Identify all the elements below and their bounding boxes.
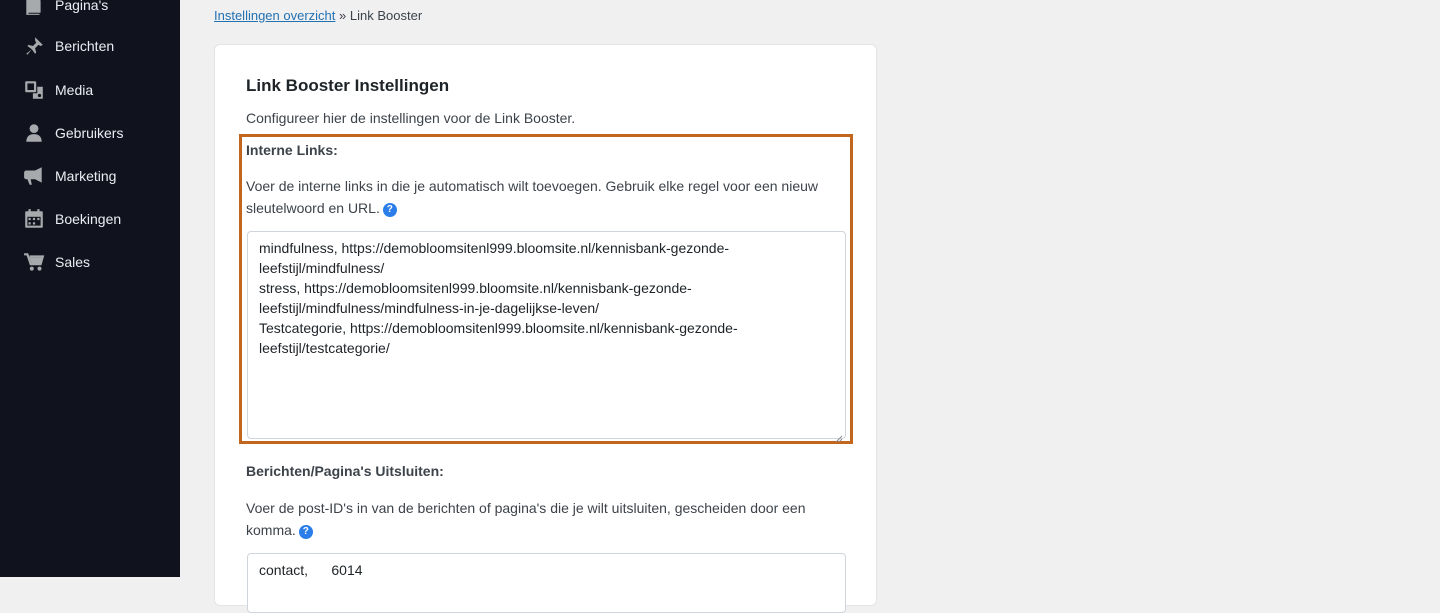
sidebar-item-boekingen[interactable] — [0, 199, 180, 239]
sidebar-item-gebruikers[interactable] — [0, 113, 180, 153]
page-description: Configureer hier de instellingen voor de Link Booster. — [246, 110, 576, 126]
internal-links-textarea[interactable] — [247, 231, 846, 439]
exclude-help-text: Voer de post-ID's in van de berichten of pagina's die je wilt uitsluiten, gescheiden door een komma. — [246, 500, 806, 538]
sidebar-item-label: Pagina's — [55, 0, 109, 13]
textarea-line: leefstijl/mindfulness/mindfulness-in-je-dagelijkse-leven/ — [259, 300, 600, 316]
exclude-label: Berichten/Pagina's Uitsluiten: — [246, 463, 444, 479]
user-icon — [23, 122, 45, 144]
help-icon[interactable]: ? — [383, 203, 397, 217]
sidebar-item-label: Gebruikers — [55, 125, 124, 141]
textarea-line: stress, https://demobloomsitenl999.bloomsite.nl/kennisbank-gezonde- — [259, 280, 692, 296]
sidebar-item-sales[interactable] — [0, 242, 180, 282]
internal-links-help-text: Voer de interne links in die je automatisch wilt toevoegen. Gebruik elke regel voor een nieuw sleutelwoord en URL. — [246, 178, 818, 216]
breadcrumb-link-settings-overview[interactable]: Instellingen overzicht — [214, 8, 336, 23]
exclude-help — [246, 497, 836, 541]
media-icon — [23, 79, 45, 101]
page-title: Link Booster Instellingen — [246, 76, 450, 95]
exclude-ids-textarea[interactable]: contact, 6014 — [247, 553, 846, 613]
internal-links-help — [246, 175, 836, 219]
calendar-icon — [23, 208, 45, 230]
textarea-line: mindfulness, https://demobloomsitenl999.bloomsite.nl/kennisbank-gezonde- — [259, 240, 730, 256]
internal-links-label: Interne Links: — [246, 142, 338, 158]
sidebar-item-label: Marketing — [55, 168, 117, 184]
sidebar-item-berichten[interactable] — [0, 26, 180, 66]
settings-card — [214, 44, 877, 606]
textarea-line: Testcategorie, https://demobloomsitenl999.bloomsite.nl/kennisbank-gezonde- — [259, 320, 738, 336]
help-icon[interactable]: ? — [299, 525, 313, 539]
sidebar-item-paginas[interactable] — [0, 0, 180, 25]
sidebar-item-label: Media — [55, 82, 94, 98]
pages-icon — [23, 0, 45, 16]
sidebar-item-marketing[interactable] — [0, 156, 180, 196]
sidebar-item-media[interactable] — [0, 70, 180, 110]
breadcrumb-current: Link Booster — [349, 8, 423, 23]
admin-sidebar — [0, 0, 180, 577]
sidebar-item-label: Sales — [55, 254, 91, 270]
textarea-line: leefstijl/testcategorie/ — [259, 340, 390, 356]
sidebar-item-label: Berichten — [55, 38, 115, 54]
textarea-line: leefstijl/mindfulness/ — [259, 260, 385, 276]
sidebar-item-label: Boekingen — [55, 211, 122, 227]
megaphone-icon — [23, 165, 45, 187]
resize-handle-icon[interactable] — [835, 428, 843, 436]
pin-icon — [23, 35, 45, 57]
breadcrumb-separator: » — [339, 8, 347, 23]
breadcrumb — [214, 8, 422, 23]
cart-icon — [23, 251, 45, 273]
